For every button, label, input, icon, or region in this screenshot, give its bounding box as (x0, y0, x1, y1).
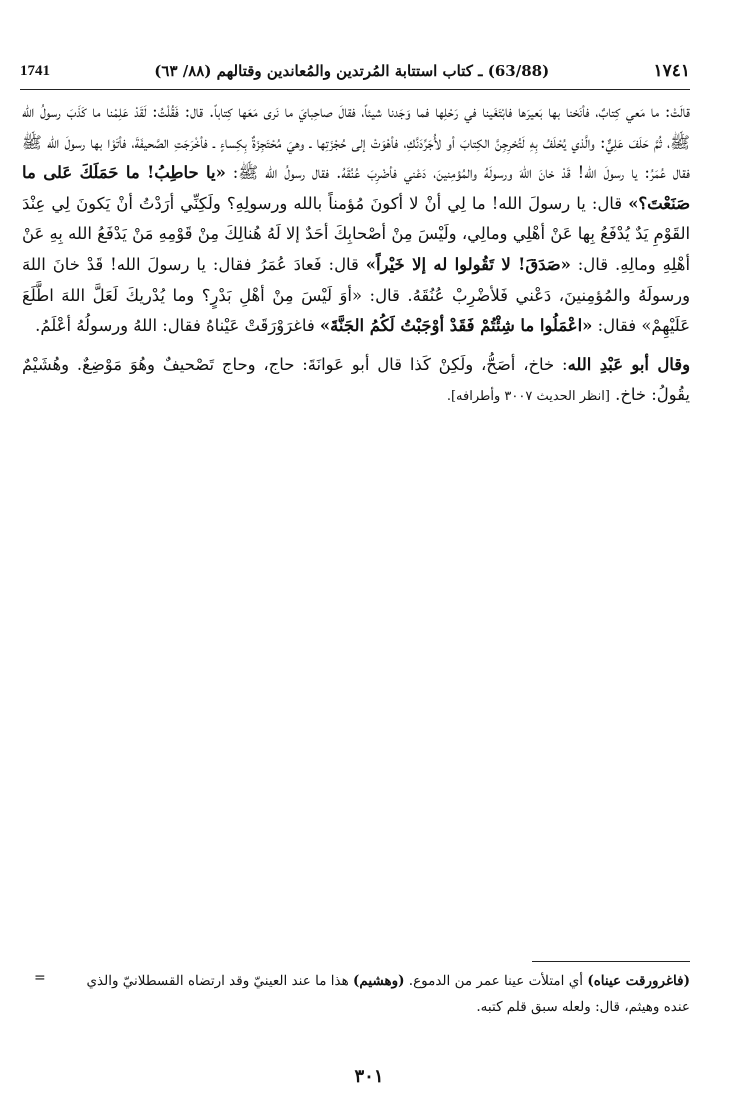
main-text (22, 97, 690, 413)
header-rule (20, 89, 690, 90)
commentary-paragraph (22, 350, 690, 413)
footnote-continuation-marker: = (34, 970, 46, 986)
footnote-rule (532, 961, 690, 962)
page-number-footer: ٣٠١ (354, 1066, 384, 1087)
narration-text: قال: فَعادَ عُمَرُ فقال: يا رسولَ الله! قَدْ خانَ اللهَ ورسولَهُ والمُؤمِنينَ، دَعْني فَلأضْرِبْ عُنُقَهُ. قال: «أوَ لَيْسَ مِنْ أهْلِ بَدْرٍ؟ وما يُدْريكَ لَعَلَّ اللهَ اطَّلَعَ عَلَيْهِمْ» فقال: (22, 254, 690, 336)
commentary-text: : خاخ، أصَحُّ، ولَكِنْ كَذا قال أبو عَوانَةَ: حاج، وحاج تَصْحيفٌ وهُوَ مَوْضِعٌ. وهُشَيْمٌ يقُولُ: خاخ. (22, 354, 690, 405)
narration-text: قال: يا رسولَ الله! ما لِي أنْ لا أكونَ مُؤمناً بالله ورسولِهِ؟ ولَكِنِّي أرَدْتُ أنْ يَكونَ لِي عِنْدَ القَوْمِ يَدٌ يُدْفَعُ بِها عَنْ أهْلِي ومالِي، ولَيْسَ مِنْ أصْحابِكَ أحَدٌ إلا لَهُ هُنالِكَ مِنْ قَوْمِهِ مَنْ يَدْفَعُ الله بِهِ عَنْ أهْلِهِ ومالِهِ. قال: (22, 193, 691, 274)
author-name: وقال أبو عَبْدِ الله (567, 354, 690, 374)
footnote-text: أي امتلأت عينا عمر من الدموع. (404, 973, 588, 989)
prophet-quote: «اعْمَلُوا ما شِئْتُمْ فَقَدْ أوْجَبْتُ لَكُمُ الجَنَّةَ» (319, 316, 593, 336)
hadith-paragraph (22, 97, 690, 342)
footnote-term: (وهشيم) (352, 973, 405, 989)
chapter-title: (63/88) ـ كتاب استتابة المُرتدين والمُعاندين وقتالهم (٨٨/ ٦٣) (154, 62, 550, 80)
narration-text: قالَتْ: ما مَعي كِتابٌ، فأنَخنا بها بَعيرَها فابْتَغَينا في رَحْلِها فما وَجَدنا شيئاً، فقالَ صاحِبايَ ما نَرى مَعَها كِتاباً. قال: فَقُلْتُ: لَقَدْ عَلِمْنا ما كَذَبَ رسولُ الله ﷺ، ثُمَّ حَلَفَ عَلِيٌّ: والَّذي يُحْلَفُ بِهِ لَتُخرِجِنَّ الكِتابَ أو لأُجَرِّدَنَّكِ، فأهْوَتْ إلى حُجْزَتِها ـ وهيَ مُحْتَجِزَةٌ بِكِساءٍ ـ فأخْرَجَتِ الصَّحيفَةَ، فأتَوْا بها رسولَ الله ﷺ فقال عُمَرُ: يا رسولَ الله! قَدْ خانَ اللهَ ورسولَهُ والمُؤمِنينَ، دَعْني فأضْرِبَ عُنُقَهُ. فقال رسولُ الله ﷺ: (22, 102, 690, 183)
running-header (20, 56, 690, 86)
footnote (60, 968, 690, 1020)
narration-text: فاغرَوْرَقَتْ عَيْناهُ فقال: اللهُ ورسولُهُ أعْلَمُ. (35, 316, 320, 336)
footnote-term: (فاغرورقت عيناه) (587, 973, 690, 989)
prophet-quote: «يا حاطِبُ! ما حَمَلَكَ عَلى ما صَنَعْتَ؟» (22, 163, 690, 213)
prophet-quote: «صَدَقَ! لا تَقُولوا له إلا خَيْراً» (365, 254, 571, 274)
footnote-text: هذا ما عند العينيّ وقد ارتضاه القسطلانيّ والذي عنده وهيثم، قال: ولعله سبق قلم كتبه. (86, 973, 690, 1015)
cross-reference: [انظر الحديث ٣٠٠٧ وأطرافه]. (446, 389, 610, 405)
page-number-latin: 1741 (20, 62, 50, 79)
page-number-arabic: ١٧٤١ (653, 61, 690, 81)
